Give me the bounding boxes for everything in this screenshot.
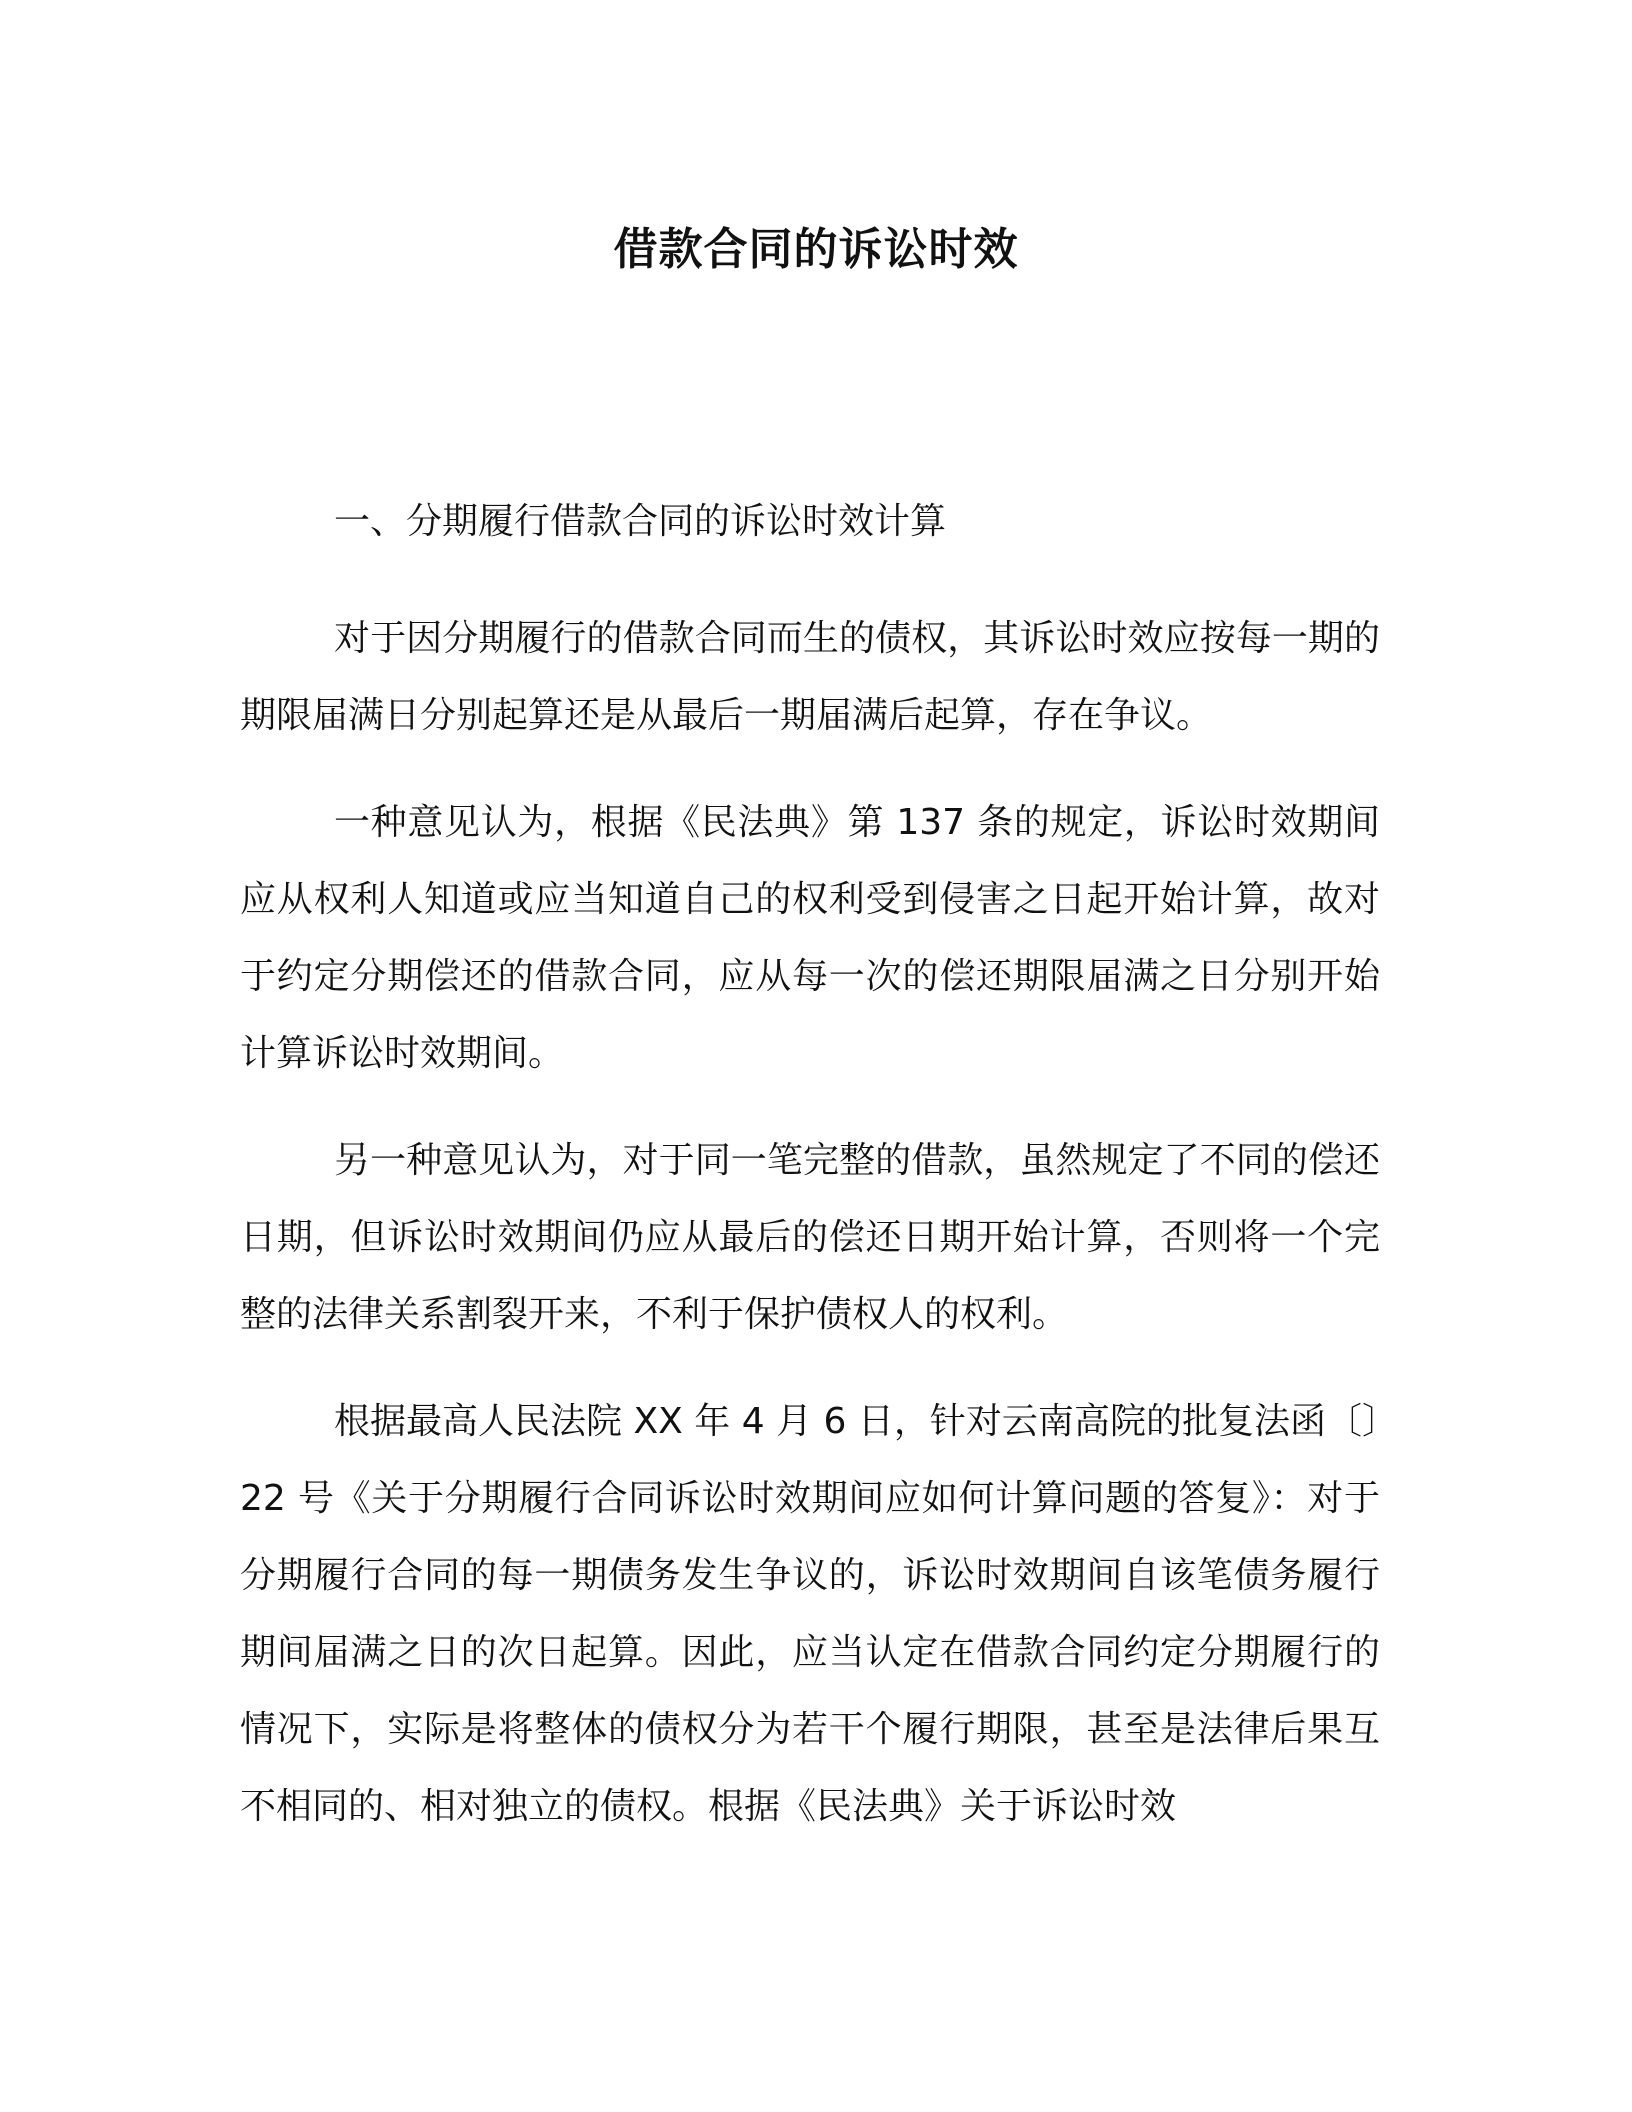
paragraph-4: 根据最高人民法院 XX 年 4 月 6 日，针对云南高院的批复法函〔〕22 号《关于分期履行合同诉讼时效期间应如何计算问题的答复》：对于分期履行合同的每一期债务发生争议的，诉讼时效期间自该笔债务履行期间届满之日的次日起算。因此，应当认定在借款合同约定分期履行的情况下，实际是将整体的债权分为若干个履行期限，甚至是法律后果互不相同的、相对独立的债权。根据《民法典》关于诉讼时效: [240, 1401, 1380, 1827]
document-body: [240, 490, 1380, 1875]
document-title: 借款合同的诉讼时效: [613, 224, 1019, 275]
paragraph-2: 一种意见认为，根据《民法典》第 137 条的规定，诉讼时效期间应从权利人知道或应当知道自己的权利受到侵害之日起开始计算，故对于约定分期偿还的借款合同，应从每一次的偿还期限届满之日分别开始计算诉讼时效期间。: [240, 802, 1380, 1074]
paragraph-1: 对于因分期履行的借款合同而生的债权，其诉讼时效应按每一期的期限届满日分别起算还是从最后一期届满后起算，存在争议。: [240, 618, 1380, 736]
section-heading: 一、分期履行借款合同的诉讼时效计算: [334, 501, 947, 542]
paragraph-3: 另一种意见认为，对于同一笔完整的借款，虽然规定了不同的偿还日期，但诉讼时效期间仍应从最后的偿还日期开始计算，否则将一个完整的法律关系割裂开来，不利于保护债权人的权利。: [240, 1140, 1380, 1335]
